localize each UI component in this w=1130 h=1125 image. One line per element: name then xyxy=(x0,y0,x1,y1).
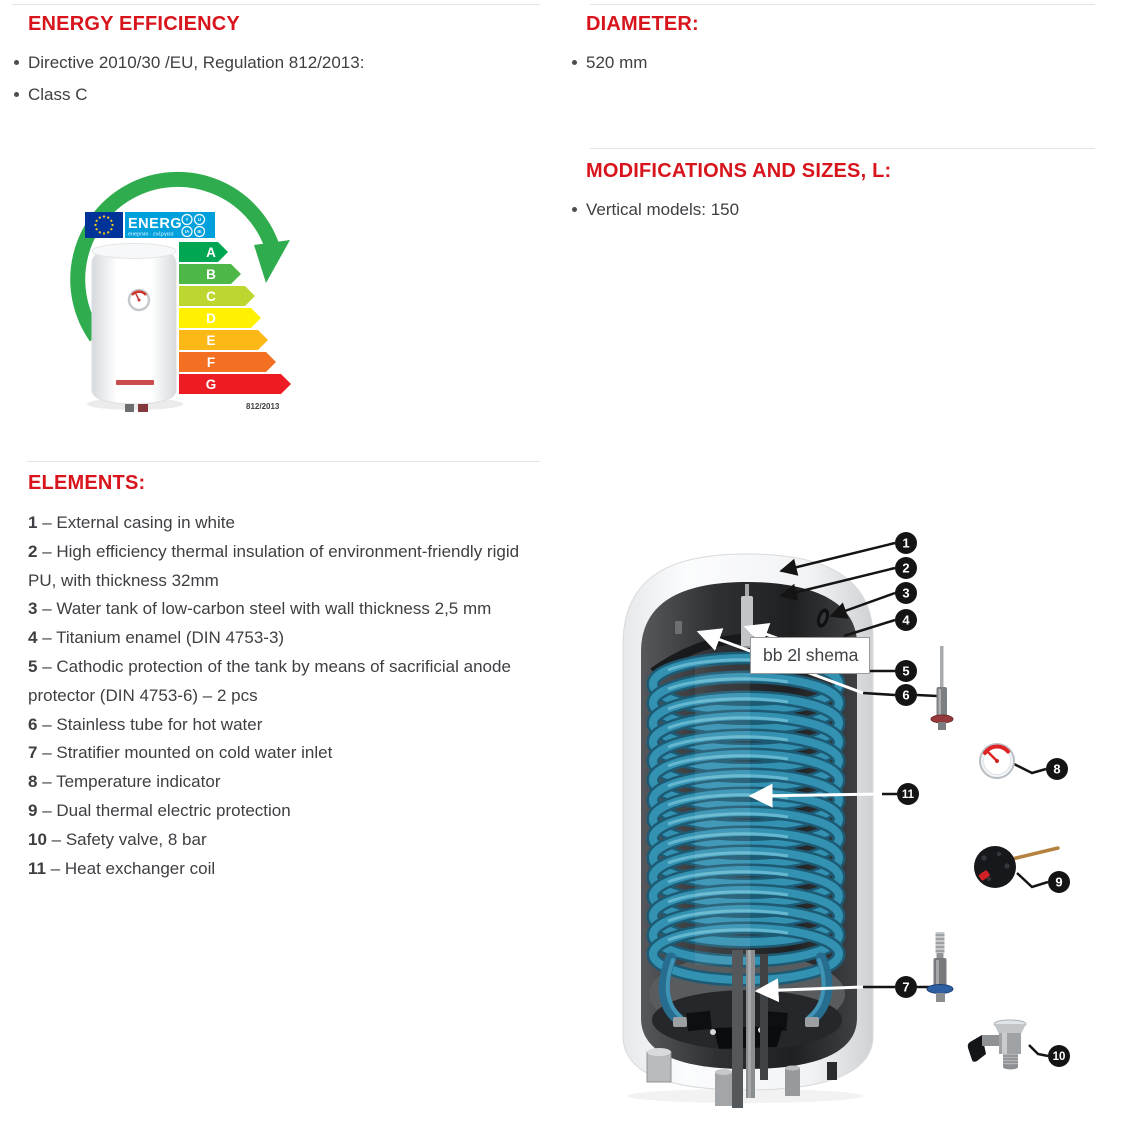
anode-rod-left xyxy=(675,621,682,634)
callout-8 xyxy=(1046,758,1068,780)
svg-text:IJ: IJ xyxy=(197,217,202,222)
svg-text:D: D xyxy=(206,311,216,326)
svg-text:ENERG: ENERG xyxy=(128,216,183,232)
divider-right-1 xyxy=(590,4,1095,5)
element-list-item: 4 – Titanium enamel (DIN 4753-3) xyxy=(28,628,285,648)
divider-left-1 xyxy=(12,4,540,5)
svg-text:10: 10 xyxy=(1052,1051,1066,1063)
svg-text:C: C xyxy=(206,289,216,304)
svg-text:1: 1 xyxy=(902,535,910,551)
anode-protector-part xyxy=(931,646,953,730)
callout-2 xyxy=(895,557,917,579)
eu-flag xyxy=(85,212,123,238)
energy-class-bar-g xyxy=(179,374,291,394)
elements-list xyxy=(28,509,544,883)
element-list-item: 7 – Stratifier mounted on cold water inlet xyxy=(28,743,333,763)
modifications-list xyxy=(569,194,739,226)
svg-text:4: 4 xyxy=(902,612,910,628)
regulation-caption: 812/2013 xyxy=(246,402,280,411)
callout-1 xyxy=(895,532,917,554)
diameter-title: DIAMETER: xyxy=(586,13,699,35)
energy-label-image xyxy=(28,152,328,422)
callout-7 xyxy=(895,976,917,998)
energy-efficiency-list xyxy=(11,47,364,110)
safety-valve-part xyxy=(968,1020,1026,1070)
svg-text:A: A xyxy=(206,245,216,260)
divider-right-2 xyxy=(590,148,1095,149)
svg-text:IA: IA xyxy=(184,229,190,234)
callout-6 xyxy=(895,684,917,706)
heater-brand-mark xyxy=(116,380,154,385)
svg-text:E: E xyxy=(206,333,216,348)
svg-text:3: 3 xyxy=(902,585,910,601)
svg-text:5: 5 xyxy=(902,663,910,679)
image-hover-tooltip: bb 2l shema xyxy=(750,637,870,674)
callout-10 xyxy=(1048,1045,1070,1067)
energy-class-bar-d xyxy=(179,308,261,328)
svg-text:G: G xyxy=(205,377,217,392)
energy-efficiency-title: ENERGY EFFICIENCY xyxy=(28,13,240,35)
svg-text:9: 9 xyxy=(1055,874,1063,890)
element-list-item: 10 – Safety valve, 8 bar xyxy=(28,829,207,849)
element-list-item: 3 – Water tank of low-carbon steel with wall thickness 2,5 mm xyxy=(28,599,492,619)
svg-text:2: 2 xyxy=(902,560,910,576)
list-item: Class C xyxy=(11,79,364,111)
energy-class-bar-b xyxy=(179,264,241,284)
energy-class-bar-e xyxy=(179,330,268,350)
list-item: Directive 2010/30 /EU, Regulation 812/2013: xyxy=(11,47,364,79)
list-item: 520 mm xyxy=(569,47,647,79)
callout-4 xyxy=(895,609,917,631)
callout-5 xyxy=(895,660,917,682)
heat-exchanger-coil xyxy=(653,658,839,980)
svg-text:B: B xyxy=(206,267,216,282)
element-list-item: 2 – High efficiency thermal insulation of environment-friendly rigid PU, with thickness 32mm xyxy=(28,541,520,590)
element-list-item: 8 – Temperature indicator xyxy=(28,772,221,792)
energ-logo-band xyxy=(125,212,215,238)
energy-class-bar-c xyxy=(179,286,255,306)
element-list-item: 6 – Stainless tube for hot water xyxy=(28,714,263,734)
energy-class-bar-f xyxy=(179,352,276,372)
divider-left-2 xyxy=(27,461,540,462)
callout-9 xyxy=(1048,871,1070,893)
svg-text:F: F xyxy=(206,355,216,370)
boiler-cutaway-diagram[interactable] xyxy=(595,520,1130,1125)
modifications-title: MODIFICATIONS AND SIZES, L: xyxy=(586,160,892,182)
svg-text:8: 8 xyxy=(1053,761,1061,777)
diameter-list xyxy=(569,47,647,79)
heater-gauge-icon xyxy=(129,290,149,310)
callout-3 xyxy=(895,582,917,604)
element-list-item: 5 – Cathodic protection of the tank by means of sacrificial anode protector (DIN 4753-6) – 2 pcs xyxy=(28,656,511,705)
elements-title: ELEMENTS: xyxy=(28,472,146,494)
svg-text:Y: Y xyxy=(185,217,189,222)
water-heater-illustration xyxy=(87,244,183,413)
stratifier-part xyxy=(927,932,953,1002)
element-list-item: 11 – Heat exchanger coil xyxy=(28,858,216,878)
svg-text:11: 11 xyxy=(901,789,915,801)
svg-text:7: 7 xyxy=(902,979,910,995)
temperature-gauge-part xyxy=(980,744,1014,778)
list-item: Vertical models: 150 xyxy=(569,194,739,226)
energy-class-bar-a xyxy=(179,242,228,262)
callout-11 xyxy=(897,783,919,805)
svg-text:IE: IE xyxy=(197,229,202,234)
element-list-item: 9 – Dual thermal electric protection xyxy=(28,800,291,820)
svg-text:6: 6 xyxy=(902,687,910,703)
element-list-item: 1 – External casing in white xyxy=(28,513,235,532)
svg-text:енергия · ενέργεια: енергия · ενέργεια xyxy=(128,231,174,238)
